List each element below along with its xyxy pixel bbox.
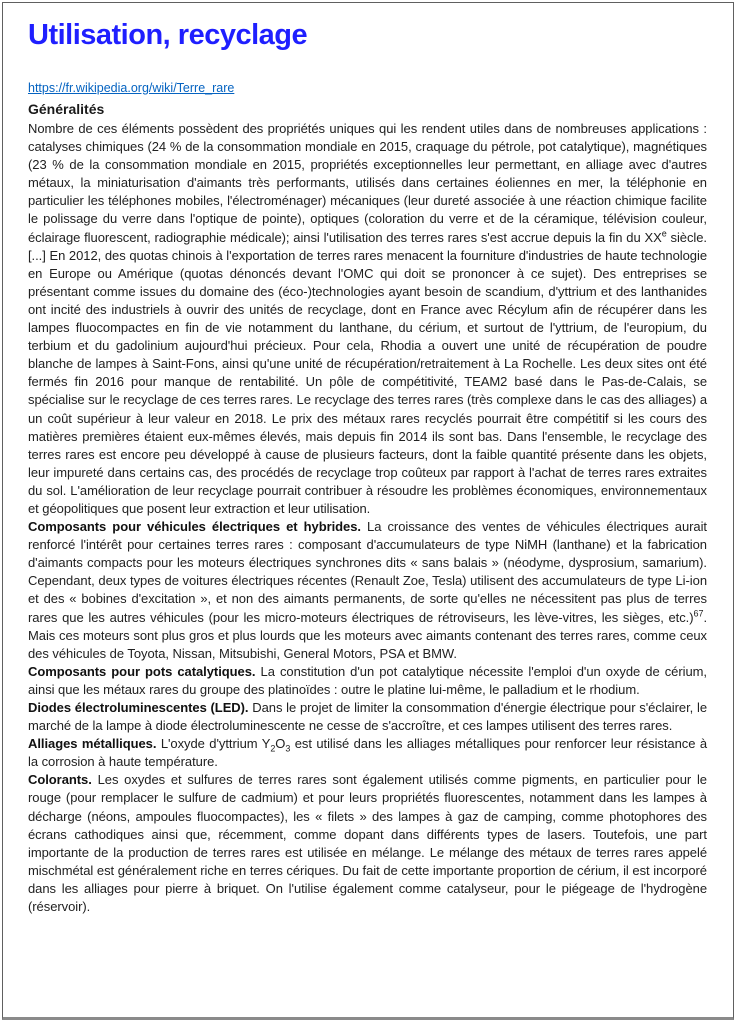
- paragraph-diodes-led: Diodes électroluminescentes (LED). Dans le projet de limiter la consommation d'énergie électrique pour s'éclairer, le marché de la lampe à diode électroluminescente ne cesse de s'accroître, et ces lampes utilisent des terres rares.: [28, 700, 707, 734]
- paragraph-colorants: Colorants. Les oxydes et sulfures de terres rares sont également utilisés comme pigments, en particulier pour le rouge (pour remplacer le sulfure de cadmium) et pour leurs propriétés fluorescentes, notamment dans les lampes à décharge (néons, ampoules fluocompactes), les « filets » des lampes à gaz de camping, comme photophores des écrans cathodiques ainsi que, récemment, comme dopant dans différents types de lasers. Toutefois, une part importante de la production de terres rares est utilisée en mélange. Le mélange des métaux de terres rares appelé mischmétal est généralement riche en terres cériques. Du fait de cette importante proportion de cérium, il est incorporé dans les alliages pour pierre à briquet. On l'utilise également comme catalyseur, pour le piégeage de l'hydrogène (réservoir).: [28, 772, 707, 915]
- paragraph-generalites: Nombre de ces éléments possèdent des propriétés uniques qui les rendent utiles dans de nombreuses applications : catalyses chimiques (24 % de la consommation mondiale en 2015, craquage du pétrole, pot catalytique), magnétiques (23 % de la consommation mondiale en 2015, propriétés exceptionnelles leur permettant, en alliage avec d'autres métaux, la miniaturisation d'aimants très performants, utilisés dans certaines éoliennes en mer, la téléphonie en particulier les téléphones mobiles, l'électroménager) mécaniques (leur dureté associée à une réaction chimique facilite le polissage du verre dans l'optique de pointe), optiques (coloration du verre et de la céramique, télévision couleur, éclairage fluorescent, radiographie médicale); ainsi l'utilisation des terres rares s'est accrue depuis la fin du XXe siècle. [...] En 2012, des quotas chinois à l'exportation de terres rares menacent la fourniture d'industries de haute technologie en Europe ou Amérique (quotas dénoncés devant l'OMC qui doit se prononcer à ce sujet). Des entreprises se présentant comme issues du domaine des (éco-)technologies ayant besoin de scandium, d'yttrium et des lanthanides ont incité des industriels à ouvrir des unités de recyclage, dont en France avec Récylum afin de récupérer dans les lampes fluocompactes en fin de vie notamment du lanthane, du cérium, et surtout de l'yttrium, de l'europium, du terbium et du gadolinium aujourd'hui précieux. Pour cela, Rhodia a ouvert une unité de récupération de poudre blanche de lampes à Saint-Fons, ainsi qu'une unité de récupération/retraitement à La Rochelle. Les deux sites ont été fermés fin 2016 pour manque de rentabilité. Un pôle de compétitivité, TEAM2 basé dans le Pas-de-Calais, se spécialise sur le recyclage de ces terres rares. Le recyclage des terres rares (très complexe dans le cas des alliages) a un coût supérieur à leur valeur en 2018. Le prix des métaux rares recyclés pourrait être compétitif si les cours des matières premières étaient eux-mêmes élevés, mais depuis fin 2014 ils sont bas. Dans l'ensemble, le recyclage des terres rares est encore peu développé à cause de plusieurs facteurs, dont la faible quantité présente dans les objets, leur impureté dans certains cas, des procédés de recyclage trop coûteux par rapport à l'achat de terres rares extraites du sol. L'amélioration de leur recyclage pourrait contribuer à résoudre les problèmes économiques, environnementaux et géopolitiques que posent leur extraction et leur utilisation.: [28, 121, 707, 516]
- document-content: [3, 3, 733, 916]
- page-title: Utilisation, recyclage: [28, 19, 308, 51]
- section-heading-generalites: Généralités: [28, 101, 105, 117]
- paragraph-alliages-metalliques: Alliages métalliques. L'oxyde d'yttrium $Y_2O_3$ est utilisé dans les alliages métalliques pour renforcer leur résistance à la corrosion à haute température.: [28, 736, 707, 770]
- wikipedia-link[interactable]: https://fr.wikipedia.org/wiki/Terre_rare: [28, 81, 235, 95]
- paragraphs: [28, 120, 707, 916]
- paragraph-vehicules-electriques: Composants pour véhicules électriques et hybrides. La croissance des ventes de véhicules électriques aurait renforcé l'intérêt pour certaines terres rares : composant d'accumulateurs de type NiMH (lanthane) et la fabrication d'aimants compacts pour les moteurs électriques synchrones dits « sans balais » (néodyme, dysprosium, samarium). Cependant, deux types de voitures électriques récentes (Renault Zoe, Tesla) utilisent des accumulateurs de type Li-ion et des « bobines d'excitation », et non des aimants permanents, de sorte qu'elles ne nécessitent pas plus de terres rares que les autres véhicules (pour les micro-moteurs électriques de rétroviseurs, les lève-vitres, les sièges, etc.)$^{67}$. Mais ces moteurs sont plus gros et plus lourds que les moteurs avec aimants contenant des terres rares, comme ceux des véhicules de Toyota, Nissan, Mitsubishi, General Motors, PSA et BMW.: [28, 519, 707, 661]
- paragraph-pots-catalytiques: Composants pour pots catalytiques. La constitution d'un pot catalytique nécessite l'emploi d'un oxyde de cérium, ainsi que les métaux rares du groupe des platinoïdes : outre le platine lui-même, le palladium et le rhodium.: [28, 663, 707, 697]
- document-page: [2, 2, 734, 1020]
